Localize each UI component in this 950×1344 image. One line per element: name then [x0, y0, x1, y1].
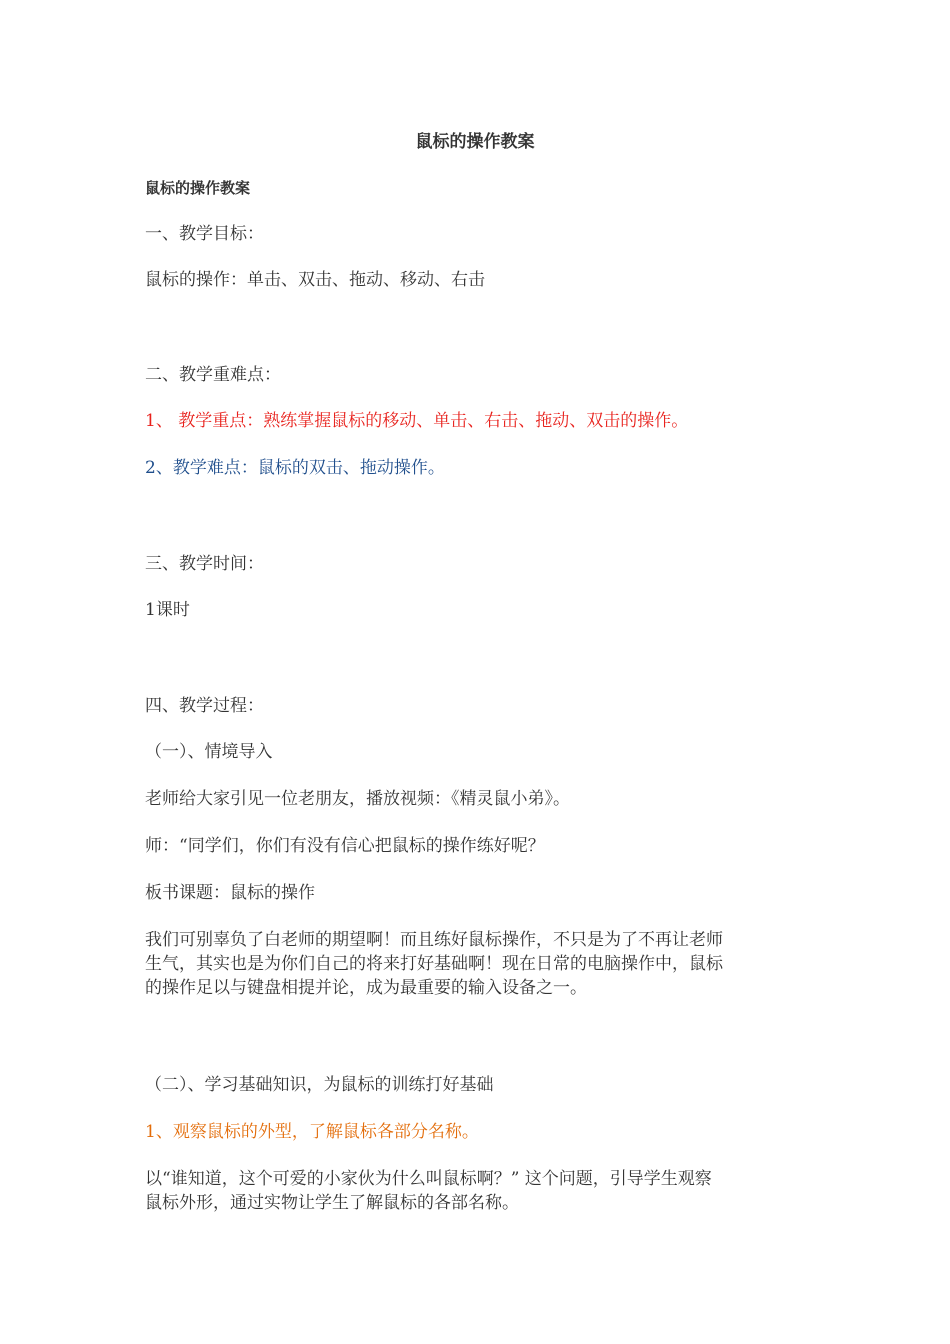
- section4-heading: 四、教学过程：: [145, 696, 264, 716]
- part1-line3: 板书课题：鼠标的操作: [145, 883, 315, 903]
- section3-text: 1课时: [145, 600, 190, 620]
- part1-paragraph: [145, 928, 810, 1000]
- section2-heading: 二、教学重难点：: [145, 365, 281, 385]
- paragraph-line: 我们可别辜负了白老师的期望啊！而且练好鼠标操作，不只是为了不再让老师: [145, 930, 723, 950]
- difficult-point: 2、教学难点：鼠标的双击、拖动操作。: [145, 458, 445, 478]
- paragraph-line: 鼠标外形，通过实物让学生了解鼠标的各部名称。: [145, 1193, 519, 1213]
- part2-item1: 1、观察鼠标的外型，了解鼠标各部分名称。: [145, 1122, 479, 1142]
- paragraph-line: 生气，其实也是为你们自己的将来打好基础啊！现在日常的电脑操作中，鼠标: [145, 954, 723, 974]
- part2-heading: （二）、学习基础知识，为鼠标的训练打好基础: [145, 1075, 494, 1095]
- key-point: 1、 教学重点：熟练掌握鼠标的移动、单击、右击、拖动、双击的操作。: [145, 411, 689, 431]
- section1-heading: 一、教学目标：: [145, 224, 264, 244]
- section3-heading: 三、教学时间：: [145, 554, 264, 574]
- section1-text: 鼠标的操作：单击、双击、拖动、移动、右击: [145, 270, 485, 290]
- part1-line2: 师：“同学们，你们有没有信心把鼠标的操作练好呢？: [145, 836, 545, 856]
- part1-heading: （一）、情境导入: [145, 742, 273, 762]
- document-subtitle: 鼠标的操作教案: [145, 179, 251, 197]
- part1-line1: 老师给大家引见一位老朋友，播放视频：《精灵鼠小弟》。: [145, 789, 570, 809]
- part2-paragraph: [145, 1167, 810, 1215]
- paragraph-line: 的操作足以与键盘相提并论，成为最重要的输入设备之一。: [145, 978, 587, 998]
- document-title: 鼠标的操作教案: [415, 132, 535, 152]
- paragraph-line: 以“谁知道，这个可爱的小家伙为什么叫鼠标啊？” 这个问题，引导学生观察: [145, 1169, 712, 1189]
